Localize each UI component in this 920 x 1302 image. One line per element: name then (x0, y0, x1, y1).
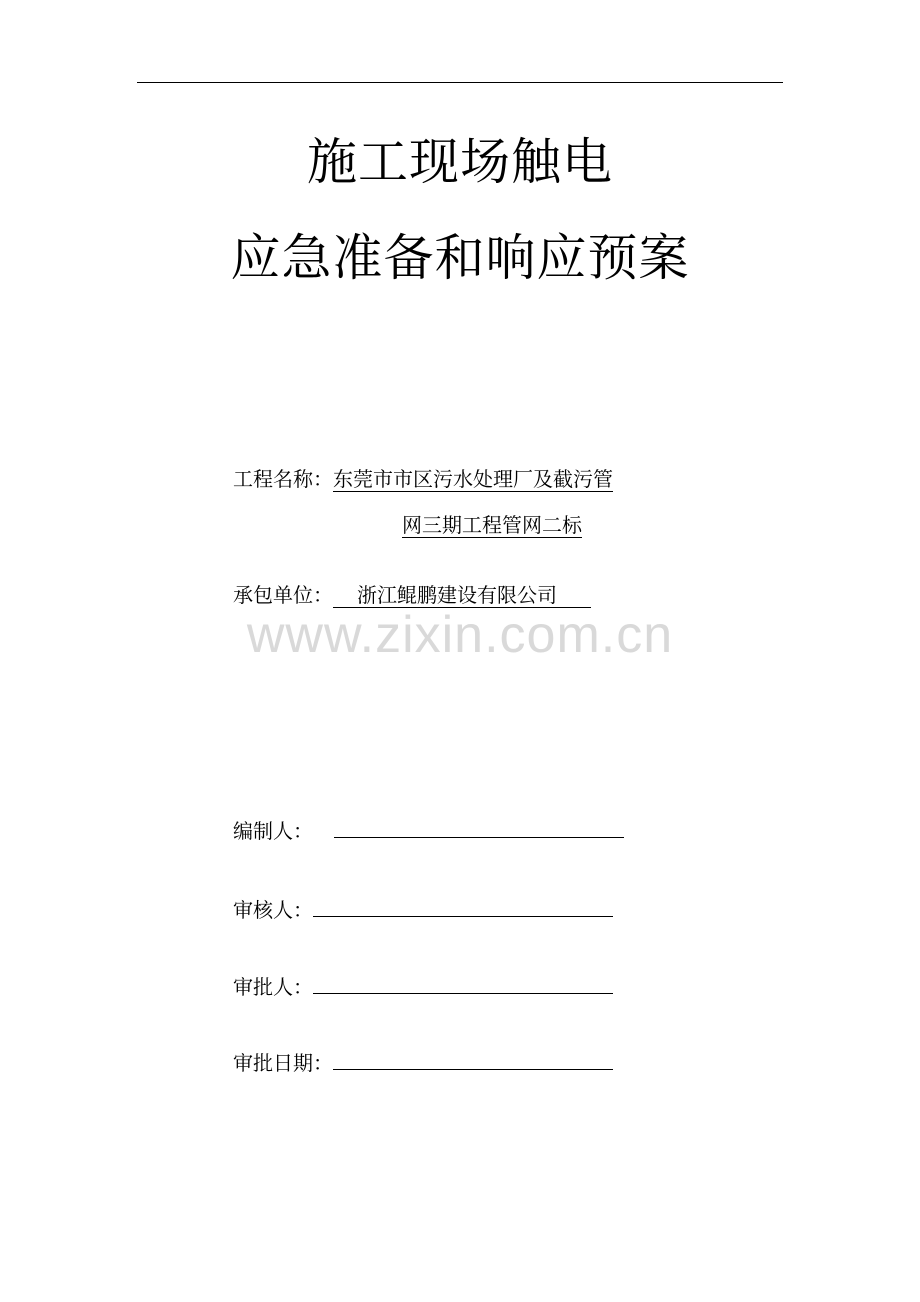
approval-date-blank (333, 1047, 613, 1070)
compiler-field (233, 815, 624, 844)
document-title-line1: 施工现场触电 (307, 133, 613, 191)
contractor-label: 承包单位： (233, 583, 333, 607)
compiler-label: 编制人： (233, 819, 313, 843)
approver-label: 审批人： (233, 975, 313, 999)
reviewer-blank (313, 894, 613, 917)
watermark: www.zixin.com.cn (246, 606, 674, 664)
approver-field (233, 971, 613, 1000)
project-name-field-cont (402, 512, 582, 538)
project-name-label: 工程名称： (233, 467, 333, 491)
document-title-line2: 应急准备和响应预案 (230, 229, 690, 287)
project-name-value-line2: 网三期工程管网二标 (402, 513, 582, 537)
reviewer-label: 审核人： (233, 898, 313, 922)
compiler-blank (334, 815, 624, 838)
contractor-value: 浙江鲲鹏建设有限公司 (333, 583, 591, 608)
approval-date-label: 审批日期： (233, 1051, 333, 1075)
project-name-field (233, 466, 613, 492)
approver-blank (313, 971, 613, 994)
reviewer-field (233, 894, 613, 923)
project-name-value-line1: 东莞市市区污水处理厂及截污管 (333, 467, 613, 491)
header-rule (137, 82, 783, 83)
approval-date-field (233, 1047, 613, 1076)
